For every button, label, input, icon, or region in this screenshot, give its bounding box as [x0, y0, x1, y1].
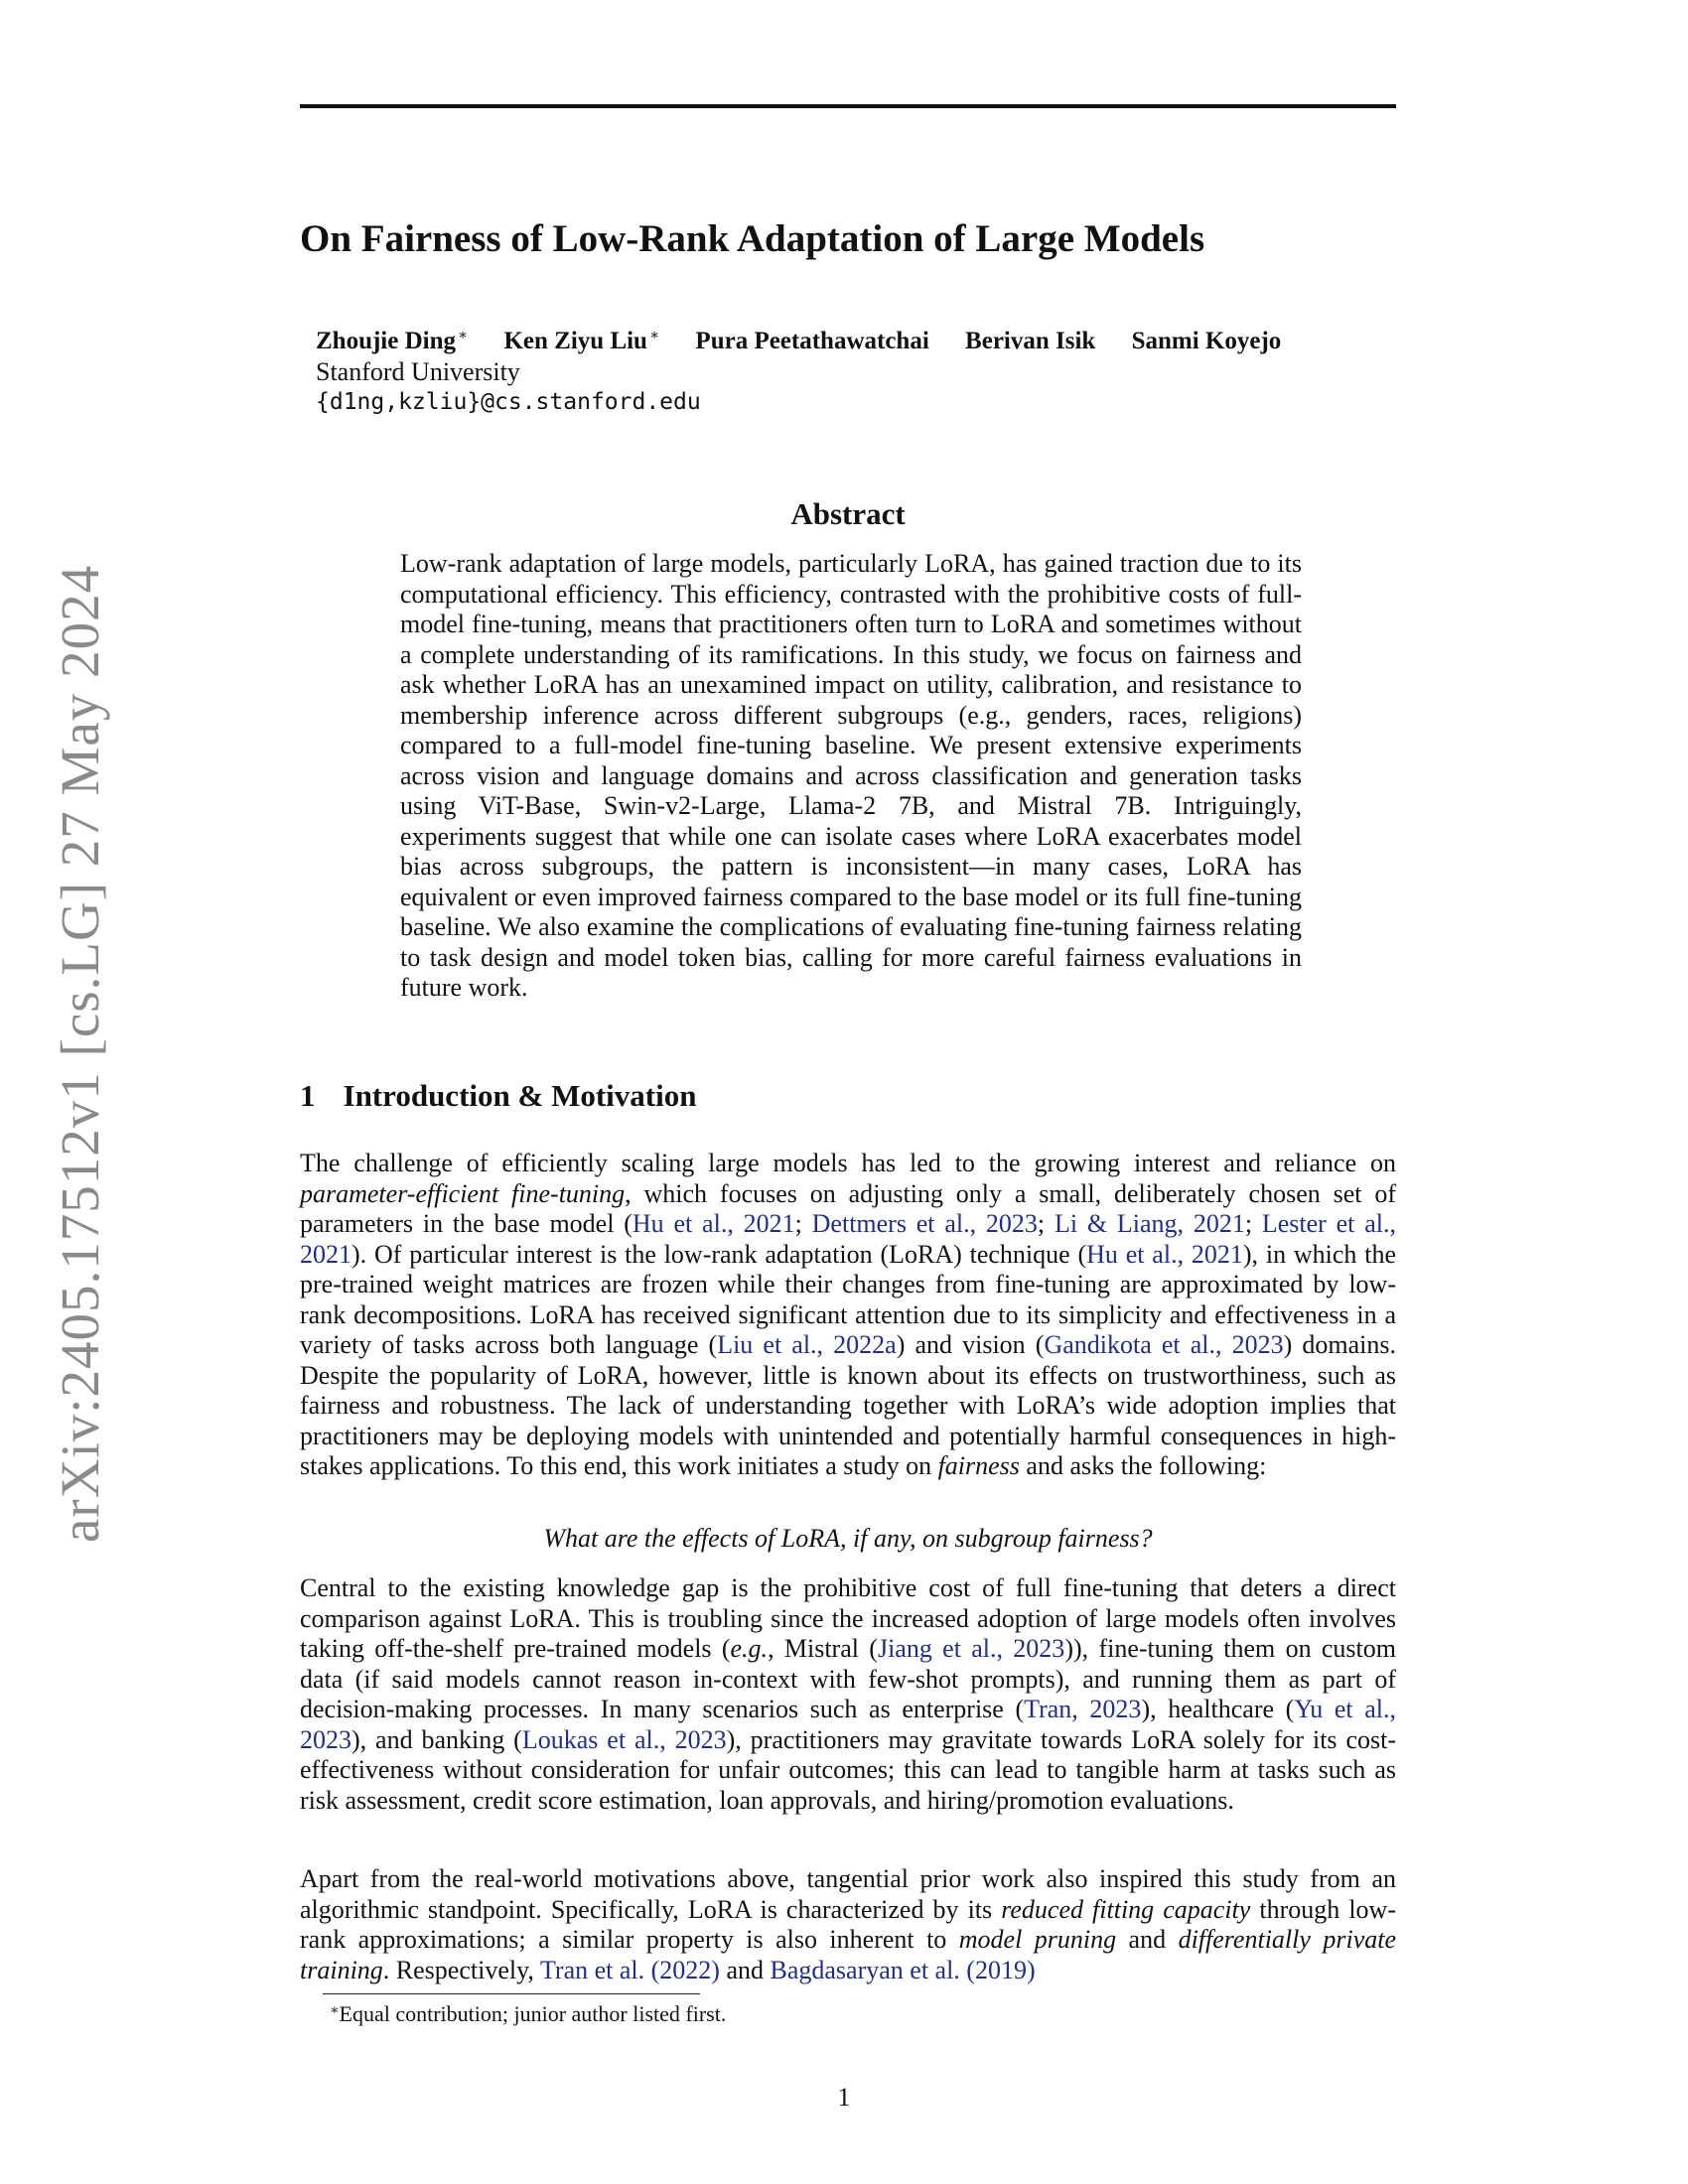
- emphasis: differentially private training: [300, 1925, 1397, 1984]
- author: [316, 328, 468, 354]
- text-run: , which focuses on adjusting only a small, deliberately chosen set of parameters in the base model (: [300, 1178, 1396, 1238]
- emphasis: e.g.: [730, 1634, 769, 1663]
- citation-link[interactable]: Hu et al., 2021: [632, 1209, 795, 1238]
- text-run: ). Of particular interest is the low-rank adaptation (LoRA) technique (: [352, 1239, 1087, 1269]
- section-title: Introduction & Motivation: [343, 1078, 697, 1113]
- author: [503, 328, 659, 354]
- intro-paragraph-3: [300, 1864, 1396, 1985]
- text-run: ), and banking (: [352, 1724, 522, 1754]
- text-run: )), fine-tuning them on custom data (if said models cannot reason in-context with few-shot prompts), and running them as part of decision-making processes. In many scenarios such as enterprise (: [300, 1634, 1396, 1723]
- citation-link[interactable]: Bagdasaryan et al. (2019): [770, 1955, 1036, 1984]
- citation-link[interactable]: Loukas et al., 2023: [521, 1724, 727, 1754]
- section-heading: [300, 1078, 696, 1114]
- text-run: Central to the existing knowledge gap is the prohibitive cost of full fine-tuning that deters a direct comparison against LoRA. This is troubling since the increased adoption of large models often involves taking off-the-shelf pre-trained models (: [300, 1573, 1396, 1663]
- footnote: [330, 2001, 726, 2027]
- text-run: Apart from the real-world motivations above, tangential prior work also inspired this study from an algorithmic standpoint. Specifically, LoRA is characterized by its: [300, 1864, 1396, 1924]
- citation-link[interactable]: Jiang et al., 2023: [877, 1634, 1065, 1663]
- text-run: ;: [1244, 1209, 1262, 1238]
- author-list: [316, 326, 1398, 355]
- intro-paragraph-1: [300, 1149, 1396, 1482]
- section-number: 1: [300, 1078, 316, 1113]
- text-run: and: [1116, 1925, 1179, 1954]
- footnote-mark: ∗: [330, 2003, 340, 2018]
- citation-link[interactable]: Hu et al., 2021: [1086, 1239, 1243, 1269]
- top-rule: [300, 104, 1396, 108]
- text-run: ), in which the pre-trained weight matrices are frozen while their changes from fine-tuning are approximated by low-rank decompositions. LoRA has received significant attention due to its simplicity and effectiveness in a variety of tasks across both language (: [300, 1239, 1397, 1359]
- text-run: and: [719, 1955, 771, 1984]
- affiliation: Stanford University: [316, 357, 520, 386]
- text-run: ) domains. Despite the popularity of LoRA, however, little is known about its effects on trustworthiness, such as fairness and robustness. The lack of understanding together with LoRA’s wide adoption implies that practitioners may be deploying models with unintended and potentially harmful consequences in high-stakes applications. To this end, this work initiates a study on: [300, 1330, 1396, 1480]
- text-run: The challenge of efficiently scaling large models has led to the growing interest and reliance on: [300, 1149, 1396, 1177]
- abstract-heading: Abstract: [790, 496, 906, 531]
- paper-title: On Fairness of Low-Rank Adaptation of Large Models: [300, 217, 1205, 260]
- emphasis: fairness: [937, 1451, 1020, 1480]
- text-run: ;: [794, 1209, 812, 1238]
- emphasis: reduced fitting capacity: [1001, 1894, 1251, 1924]
- author-mark: ∗: [648, 328, 660, 343]
- author-name: Sanmi Koyejo: [1131, 328, 1282, 354]
- citation-link[interactable]: Tran, 2023: [1024, 1695, 1142, 1723]
- emphasis: model pruning: [958, 1925, 1117, 1954]
- footnote-rule: [323, 1993, 700, 1994]
- author: [695, 328, 928, 354]
- intro-paragraph-2: [300, 1573, 1396, 1816]
- author-name: Pura Peetathawatchai: [695, 328, 929, 354]
- abstract-text: Low-rank adaptation of large models, particularly LoRA, has gained traction due to its computational efficiency. This efficiency, contrasted with the prohibitive costs of full-model fine-tuning, means that practitioners often turn to LoRA and sometimes without a complete understanding of its ramifications. In this study, we focus on fairness and ask whether LoRA has an unexamined impact on utility, calibration, and resistance to membership inference across different subgroups (e.g., genders, races, religions) compared to a full-model fine-tuning baseline. We present extensive experiments across vision and language domains and across classification and generation tasks using ViT-Base, Swin-v2-Large, Llama-2 7B, and Mistral 7B. Intriguingly, experiments suggest that while one can isolate cases where LoRA exacerbates model bias across subgroups, the pattern is inconsistent—in many cases, LoRA has equivalent or even improved fairness compared to the base model or its full fine-tuning baseline. We also examine the complications of evaluating fine-tuning fairness relating to task design and model token bias, calling for more careful fairness evaluations in future work.: [400, 549, 1302, 1002]
- text-run: . Respectively,: [382, 1955, 540, 1984]
- arxiv-id[interactable]: arXiv:2405.17512v1 [cs.LG] 27 May 2024: [50, 564, 110, 1543]
- author: [965, 328, 1095, 354]
- page-number: 1: [837, 2083, 851, 2112]
- citation-link[interactable]: Yu et al., 2023: [300, 1695, 1397, 1754]
- text-run: ) and vision (: [896, 1330, 1045, 1359]
- footnote-text: Equal contribution; junior author listed first.: [339, 2001, 727, 2026]
- author-name: Berivan Isik: [965, 328, 1096, 354]
- text-run: ), practitioners may gravitate towards LoRA solely for its cost-effectiveness without consideration for unfair outcomes; this can lead to tangible harm at tasks such as risk assessment, credit score estimation, loan approvals, and hiring/promotion evaluations.: [300, 1724, 1396, 1815]
- author-name: Zhoujie Ding: [316, 328, 457, 354]
- citation-link[interactable]: Li & Liang, 2021: [1054, 1209, 1245, 1238]
- author-name: Ken Ziyu Liu: [503, 328, 647, 354]
- citation-link[interactable]: Dettmers et al., 2023: [811, 1209, 1038, 1238]
- citation-link[interactable]: Lester et al., 2021: [300, 1209, 1396, 1269]
- citation-link[interactable]: Tran et al. (2022): [539, 1955, 720, 1984]
- author: [1132, 328, 1282, 354]
- text-run: ;: [1037, 1209, 1055, 1238]
- citation-link[interactable]: Gandikota et al., 2023: [1044, 1330, 1284, 1359]
- text-run: through low-rank approximations; a similar property is also inherent to: [300, 1894, 1396, 1954]
- text-run: and asks the following:: [1019, 1451, 1267, 1480]
- research-question: What are the effects of LoRA, if any, on subgroup fairness?: [543, 1524, 1153, 1553]
- author-email[interactable]: {d1ng,kzliu}@cs.stanford.edu: [316, 389, 701, 415]
- text-run: , Mistral (: [768, 1634, 878, 1663]
- citation-link[interactable]: Liu et al., 2022a: [717, 1330, 897, 1359]
- text-run: ), healthcare (: [1141, 1695, 1295, 1723]
- emphasis: parameter-efficient fine-tuning: [300, 1178, 626, 1208]
- author-mark: ∗: [458, 328, 469, 343]
